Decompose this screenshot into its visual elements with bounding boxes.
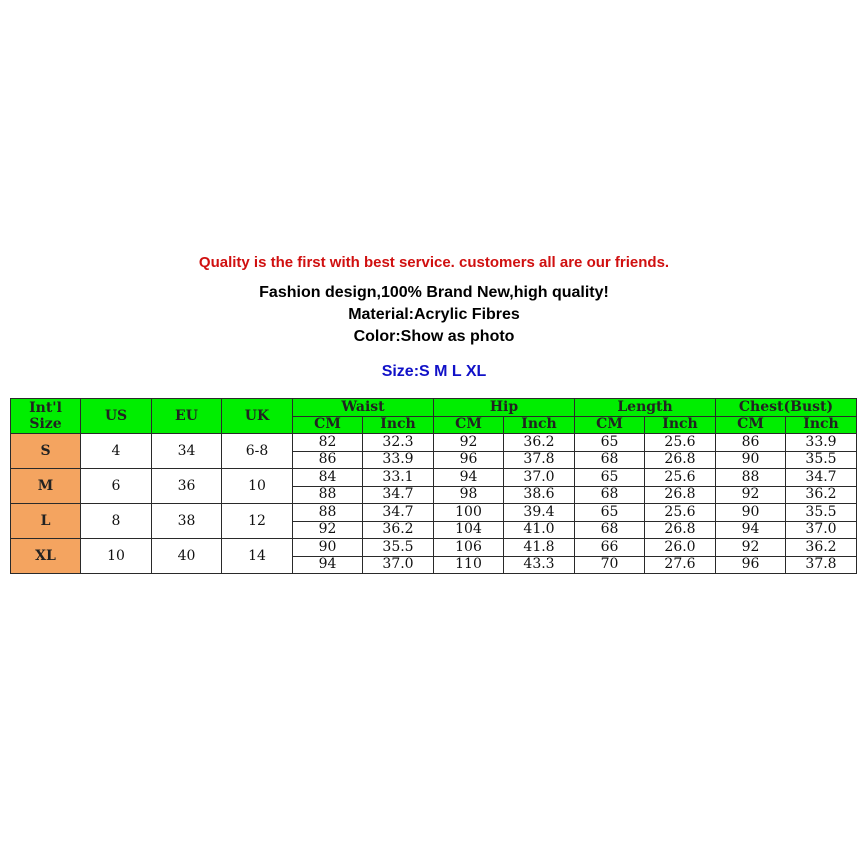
hip-cm-cell: 106 — [434, 539, 504, 557]
header-us: US — [81, 399, 152, 434]
hip-inch-cell: 41.0 — [504, 521, 575, 539]
length-cm-cell: 68 — [575, 521, 645, 539]
header-waist: Waist — [293, 399, 434, 417]
length-cm-cell: 68 — [575, 486, 645, 504]
description-line-material: Material:Acrylic Fibres — [348, 306, 520, 323]
waist-inch-cell: 35.5 — [363, 539, 434, 557]
uk-size-cell: 14 — [222, 539, 293, 574]
size-label-cell: S — [11, 434, 81, 469]
waist-cm-cell: 92 — [293, 521, 363, 539]
uk-size-cell: 12 — [222, 504, 293, 539]
length-inch-cell: 25.6 — [645, 434, 716, 452]
chest-inch-cell: 33.9 — [786, 434, 857, 452]
waist-inch-cell: 32.3 — [363, 434, 434, 452]
waist-inch-cell: 34.7 — [363, 486, 434, 504]
hip-inch-cell: 38.6 — [504, 486, 575, 504]
description-line-brand: Fashion design,100% Brand New,high quality! — [259, 284, 609, 301]
waist-cm-cell: 94 — [293, 556, 363, 574]
header-intl-size: Int'l Size — [11, 399, 81, 434]
length-inch-cell: 26.8 — [645, 521, 716, 539]
chest-inch-cell: 36.2 — [786, 539, 857, 557]
table-header-row — [11, 399, 857, 417]
uk-size-cell: 10 — [222, 469, 293, 504]
chest-inch-cell: 35.5 — [786, 451, 857, 469]
chest-cm-cell: 90 — [716, 451, 786, 469]
hip-cm-cell: 96 — [434, 451, 504, 469]
waist-cm-cell: 82 — [293, 434, 363, 452]
chest-inch-cell: 37.0 — [786, 521, 857, 539]
header-hip: Hip — [434, 399, 575, 417]
hip-inch-cell: 36.2 — [504, 434, 575, 452]
chest-inch-cell: 36.2 — [786, 486, 857, 504]
hip-cm-cell: 110 — [434, 556, 504, 574]
hip-cm-cell: 94 — [434, 469, 504, 487]
length-cm-cell: 66 — [575, 539, 645, 557]
waist-inch-cell: 36.2 — [363, 521, 434, 539]
hip-cm-cell: 104 — [434, 521, 504, 539]
header-chest: Chest(Bust) — [716, 399, 857, 417]
chest-inch-cell: 37.8 — [786, 556, 857, 574]
hip-cm-cell: 100 — [434, 504, 504, 522]
size-chart-table — [10, 398, 857, 574]
chest-inch-cell: 34.7 — [786, 469, 857, 487]
length-cm-cell: 70 — [575, 556, 645, 574]
subheader-length-cm: CM — [575, 416, 645, 434]
waist-inch-cell: 33.1 — [363, 469, 434, 487]
hip-inch-cell: 43.3 — [504, 556, 575, 574]
hip-inch-cell: 37.8 — [504, 451, 575, 469]
hip-inch-cell: 39.4 — [504, 504, 575, 522]
description-line-color: Color:Show as photo — [353, 328, 515, 345]
length-inch-cell: 25.6 — [645, 469, 716, 487]
us-size-cell: 10 — [81, 539, 152, 574]
table-row — [11, 434, 857, 452]
subheader-waist-cm: CM — [293, 416, 363, 434]
subheader-length-inch: Inch — [645, 416, 716, 434]
chest-cm-cell: 88 — [716, 469, 786, 487]
waist-cm-cell: 88 — [293, 486, 363, 504]
waist-cm-cell: 90 — [293, 539, 363, 557]
us-size-cell: 8 — [81, 504, 152, 539]
length-cm-cell: 65 — [575, 504, 645, 522]
hip-cm-cell: 92 — [434, 434, 504, 452]
eu-size-cell: 38 — [152, 504, 222, 539]
chest-cm-cell: 90 — [716, 504, 786, 522]
length-inch-cell: 25.6 — [645, 504, 716, 522]
us-size-cell: 4 — [81, 434, 152, 469]
size-label-cell: L — [11, 504, 81, 539]
subheader-waist-inch: Inch — [363, 416, 434, 434]
header-uk: UK — [222, 399, 293, 434]
table-row — [11, 504, 857, 522]
header-length: Length — [575, 399, 716, 417]
waist-inch-cell: 37.0 — [363, 556, 434, 574]
waist-inch-cell: 33.9 — [363, 451, 434, 469]
chest-inch-cell: 35.5 — [786, 504, 857, 522]
subheader-chest-inch: Inch — [786, 416, 857, 434]
hip-cm-cell: 98 — [434, 486, 504, 504]
banner-text: Quality is the first with best service. customers all are our friends. — [198, 254, 670, 271]
chest-cm-cell: 96 — [716, 556, 786, 574]
header-eu: EU — [152, 399, 222, 434]
waist-cm-cell: 84 — [293, 469, 363, 487]
chest-cm-cell: 92 — [716, 539, 786, 557]
length-cm-cell: 68 — [575, 451, 645, 469]
hip-inch-cell: 37.0 — [504, 469, 575, 487]
length-inch-cell: 27.6 — [645, 556, 716, 574]
subheader-hip-cm: CM — [434, 416, 504, 434]
length-inch-cell: 26.8 — [645, 486, 716, 504]
waist-cm-cell: 86 — [293, 451, 363, 469]
eu-size-cell: 40 — [152, 539, 222, 574]
waist-cm-cell: 88 — [293, 504, 363, 522]
cut-off-banner-text — [0, 254, 868, 279]
size-list-line: Size:S M L XL — [381, 363, 487, 380]
hip-inch-cell: 41.8 — [504, 539, 575, 557]
size-label-cell: M — [11, 469, 81, 504]
waist-inch-cell: 34.7 — [363, 504, 434, 522]
chest-cm-cell: 94 — [716, 521, 786, 539]
us-size-cell: 6 — [81, 469, 152, 504]
uk-size-cell: 6-8 — [222, 434, 293, 469]
length-cm-cell: 65 — [575, 434, 645, 452]
size-label-cell: XL — [11, 539, 81, 574]
eu-size-cell: 36 — [152, 469, 222, 504]
subheader-hip-inch: Inch — [504, 416, 575, 434]
chest-cm-cell: 92 — [716, 486, 786, 504]
length-inch-cell: 26.0 — [645, 539, 716, 557]
chest-cm-cell: 86 — [716, 434, 786, 452]
table-row — [11, 539, 857, 557]
length-cm-cell: 65 — [575, 469, 645, 487]
eu-size-cell: 34 — [152, 434, 222, 469]
length-inch-cell: 26.8 — [645, 451, 716, 469]
table-row — [11, 469, 857, 487]
subheader-chest-cm: CM — [716, 416, 786, 434]
